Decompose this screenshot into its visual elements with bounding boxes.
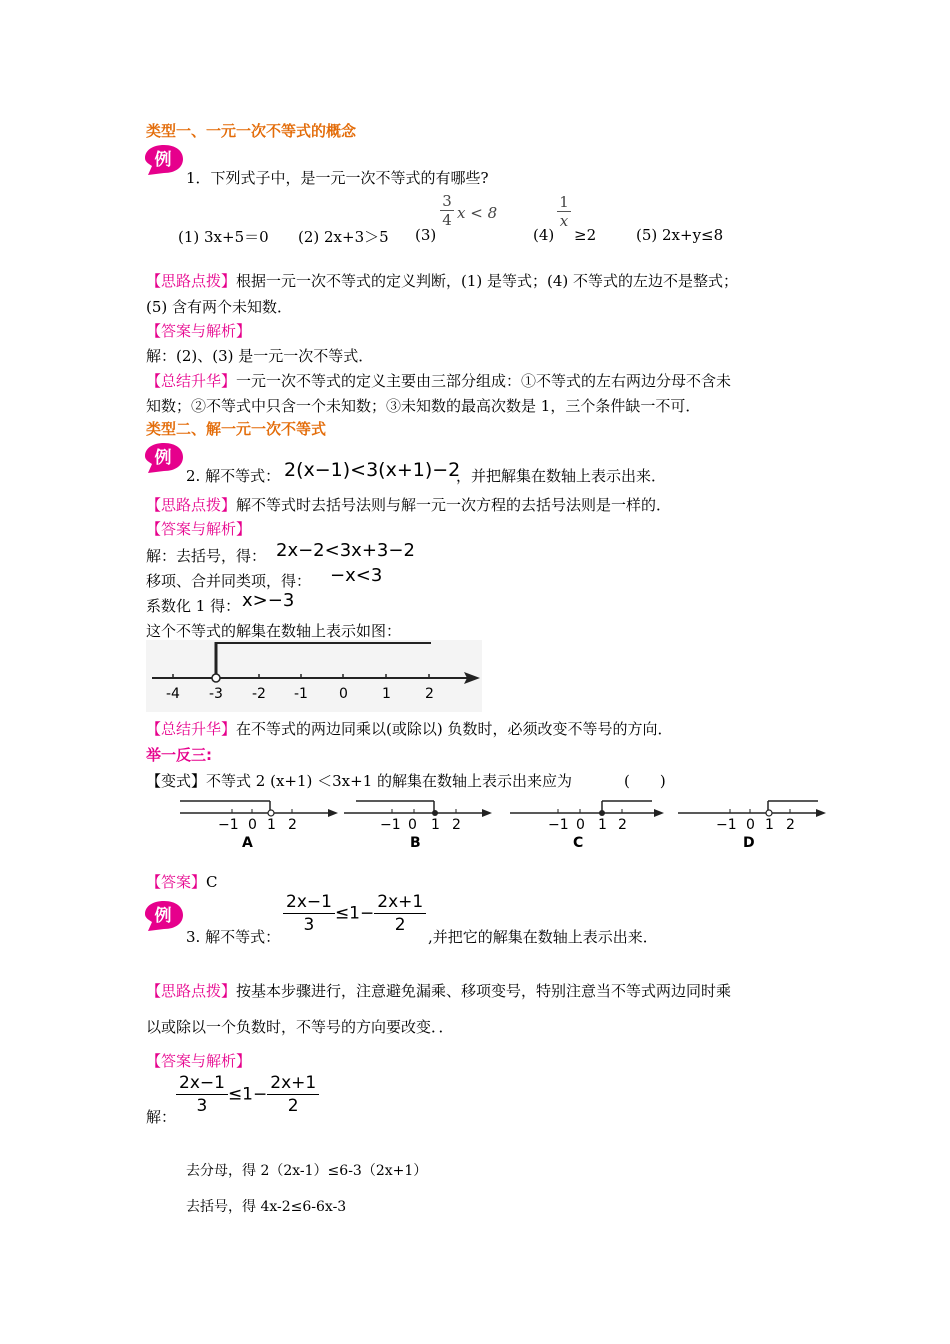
- choice-a-figure: [178, 795, 338, 855]
- type1-summary-line1: [146, 370, 731, 391]
- type1-hint-line2: (5) 含有两个未知数．: [146, 298, 293, 316]
- option-4-fraction: [557, 193, 571, 230]
- q3-solution-label: 解：: [146, 1108, 177, 1126]
- example-badge-icon: [144, 440, 184, 474]
- tick-label: 0: [248, 817, 257, 833]
- open-circle: [766, 810, 772, 816]
- tick-label: −1: [548, 817, 569, 833]
- choice-b-figure: [342, 795, 502, 855]
- practice-title: 举一反三:: [146, 746, 212, 764]
- hint-tag: 【思路点拨】: [146, 982, 237, 1000]
- closed-circle: [432, 810, 438, 816]
- answer-value: C: [206, 873, 218, 891]
- practice-answer: [146, 871, 218, 892]
- sol-fraction-2: $\frac{2x+1}{2}$: [267, 1073, 319, 1116]
- badge-text: 例: [154, 448, 172, 468]
- choice-c-label[interactable]: C: [573, 835, 584, 851]
- badge-text: 例: [154, 150, 172, 170]
- step1-label: 解：去括号，得：: [146, 547, 267, 565]
- axis-arrow-icon: [328, 809, 338, 817]
- question-2-prefix: 2. 解不等式：: [186, 467, 281, 485]
- tick-label: 1: [598, 817, 607, 833]
- option-3-label: (3): [415, 226, 437, 244]
- hint-text: 按基本步骤进行，注意避免漏乘、移项变号，特别注意当不等式两边同时乘: [236, 982, 732, 1000]
- option-5: (5) 2x+y≤8: [636, 226, 724, 244]
- type1-hint-line1: [146, 270, 738, 291]
- tick-label: 1: [765, 817, 774, 833]
- tick-label: -2: [252, 686, 266, 702]
- sol-fraction-1: $\frac{2x-1}{3}$: [176, 1073, 228, 1116]
- choice-d-label[interactable]: D: [743, 835, 755, 851]
- step1-expr: 2x−2<3x+3−2: [276, 540, 415, 561]
- graph-caption: 这个不等式的解集在数轴上表示如图：: [146, 622, 402, 640]
- option-2: (2) 2x+3＞5: [298, 228, 389, 246]
- axis-arrow-icon: [816, 809, 826, 817]
- step3-expr: x>−3: [242, 590, 295, 611]
- axis-arrow-icon: [654, 809, 664, 817]
- option-4-num: 1: [557, 193, 571, 212]
- tick-label: 1: [267, 817, 276, 833]
- tick-label: 2: [786, 817, 795, 833]
- choice-d-number-line: [676, 795, 836, 829]
- choice-a-label[interactable]: A: [242, 835, 253, 851]
- tick-label: 0: [408, 817, 417, 833]
- q3-answer-tag: 【答案与解析】: [146, 1052, 252, 1070]
- type2-answer-tag: 【答案与解析】: [146, 520, 252, 538]
- q3-fraction-2: $\frac{2x+1}{2}$: [374, 892, 426, 935]
- summary-tag: 【总结升华】: [146, 720, 237, 738]
- type2-title: 类型二、解一元一次不等式: [146, 420, 327, 438]
- open-circle: [268, 810, 274, 816]
- tick-label: −1: [380, 817, 401, 833]
- option-3-tail: x < 8: [457, 204, 498, 222]
- tick-label: −1: [218, 817, 239, 833]
- question-2-suffix: ，并把解集在数轴上表示出来．: [456, 467, 667, 485]
- q3-fraction-1: $\frac{2x-1}{3}$: [283, 892, 335, 935]
- option-3-den: 4: [442, 211, 452, 229]
- type1-title: 类型一、一元一次不等式的概念: [146, 122, 357, 140]
- hint-tag: 【思路点拨】: [146, 496, 237, 514]
- tick-label: 2: [452, 817, 461, 833]
- option-1: (1) 3x+5＝0: [178, 228, 269, 246]
- tick-label: -3: [209, 686, 223, 702]
- answer-tag: 【答案】: [146, 873, 207, 891]
- choice-a-number-line: [178, 795, 338, 829]
- answer-blank: ( ): [624, 772, 666, 790]
- type2-summary: [146, 718, 673, 739]
- tick-label: 1: [382, 686, 391, 702]
- choice-d-figure: [676, 795, 836, 855]
- option-4-label: (4): [533, 226, 555, 244]
- type2-hint: [146, 494, 671, 515]
- tick-label: 1: [431, 817, 440, 833]
- tick-label: 0: [576, 817, 585, 833]
- variant-text: 不等式 2 (x+1) ＜3x+1 的解集在数轴上表示出来应为: [206, 772, 573, 790]
- number-line-figure: [146, 640, 482, 712]
- question-2-expr: 2(x−1)<3(x+1)−2: [284, 459, 461, 481]
- axis-arrow-icon: [482, 809, 492, 817]
- choice-c-number-line: [508, 795, 668, 829]
- hint-tag: 【思路点拨】: [146, 272, 237, 290]
- summary-text: 一元一次不等式的定义主要由三部分组成：①不等式的左右两边分母不含未: [236, 372, 732, 390]
- option-4-den: x: [559, 212, 569, 230]
- question-3-prefix: 3. 解不等式：: [186, 928, 281, 946]
- question-3-expr: [283, 892, 426, 935]
- choice-b-label[interactable]: B: [410, 835, 421, 851]
- type1-answer-text: 解：(2)、(3) 是一元一次不等式．: [146, 347, 374, 365]
- type1-answer-tag: 【答案与解析】: [146, 322, 252, 340]
- tick-label: 2: [288, 817, 297, 833]
- type1-summary-line2: 知数；②不等式中只含一个未知数；③未知数的最高次数是 1，三个条件缺一不可．: [146, 397, 701, 415]
- open-circle: [212, 674, 220, 682]
- question-3-suffix: ,并把它的解集在数轴上表示出来．: [428, 928, 658, 946]
- variant-tag: 【变式】: [146, 772, 207, 790]
- variant-question: [146, 770, 572, 791]
- q3-mid: ≤1−: [334, 903, 375, 924]
- step2-label: 移项、合并同类项，得：: [146, 572, 312, 590]
- q3-solution-expr: $\frac{2x-1}{3}$ ≤1− $\frac{2x+1}{2}$: [176, 1073, 319, 1116]
- tick-label: 2: [425, 686, 434, 702]
- tick-label: -4: [166, 686, 180, 702]
- summary-text: 在不等式的两边同乘以(或除以) 负数时，必须改变不等号的方向．: [236, 720, 673, 738]
- hint-text: 根据一元一次不等式的定义判断，(1) 是等式；(4) 不等式的左边不是整式；: [236, 272, 739, 290]
- q3-hint-line1: [146, 980, 731, 1001]
- badge-text: 例: [154, 906, 172, 926]
- q3-hint-line2: 以或除以一个负数时，不等号的方向要改变．．: [146, 1018, 454, 1036]
- choice-b-number-line: [342, 795, 502, 829]
- q3-step2: 去括号，得 4x-2≤6-6x-3: [186, 1199, 347, 1215]
- tick-label: 0: [339, 686, 348, 702]
- tick-label: −1: [716, 817, 737, 833]
- hint-text: 解不等式时去括号法则与解一元一次方程的去括号法则是一样的．: [236, 496, 672, 514]
- tick-label: -1: [294, 686, 308, 702]
- choice-c-figure: [508, 795, 668, 855]
- tick-label: 2: [618, 817, 627, 833]
- example-badge-icon: [144, 898, 184, 932]
- summary-tag: 【总结升华】: [146, 372, 237, 390]
- step2-expr: −x<3: [330, 565, 383, 586]
- option-3-num: 3: [440, 192, 454, 211]
- closed-circle: [599, 810, 605, 816]
- question-1: 1．下列式子中，是一元一次不等式的有哪些?: [186, 169, 489, 187]
- tick-label: 0: [746, 817, 755, 833]
- option-3-fraction: [440, 192, 454, 229]
- example-badge-icon: [144, 142, 184, 176]
- step3-label: 系数化 1 得：: [146, 597, 241, 615]
- option-4-tail: ≥2: [574, 226, 597, 244]
- q3-step1: 去分母，得 2（2x-1）≤6-3（2x+1）: [186, 1163, 428, 1179]
